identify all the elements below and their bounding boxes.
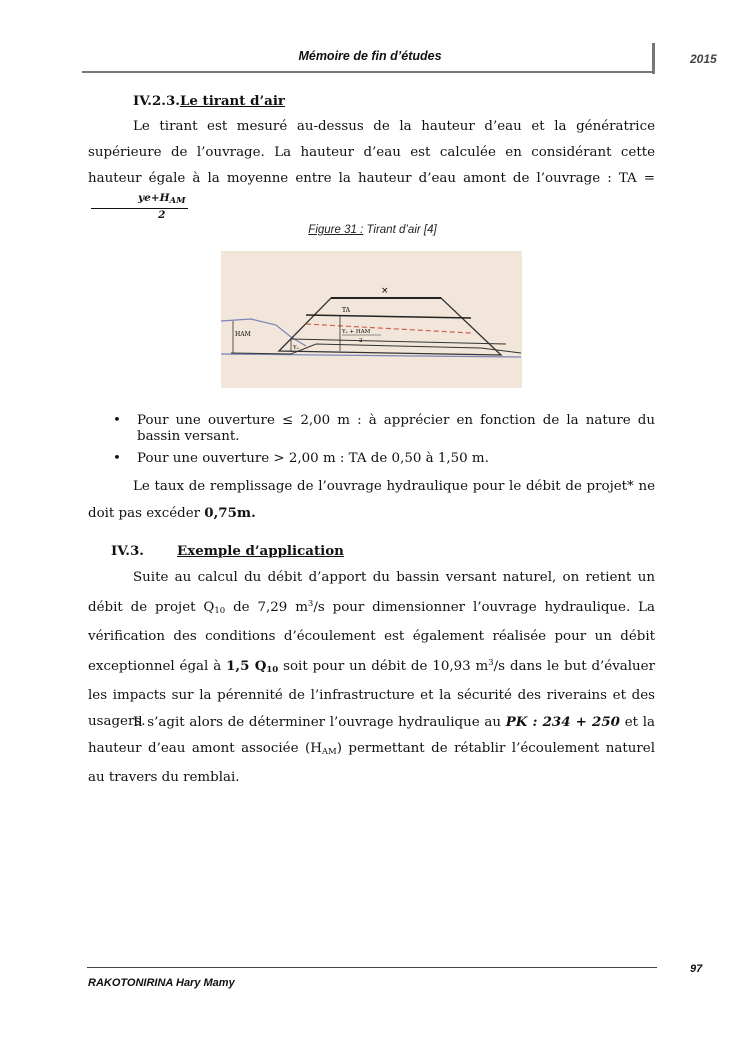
formula-ta: $\frac{ye+H_{AM}}{2}$ bbox=[91, 192, 188, 222]
paragraph-pk: Il s’agit alors de déterminer l’ouvrage hydraulique au PK : 234 + 250 et la hauteur d’eau amont associée $(H_{AM})$ permettant de rétablir l’écoulement naturel au travers du remblai. bbox=[88, 714, 656, 785]
paragraph-remplissage bbox=[88, 474, 655, 527]
figure-caption-label: Figure 31 : bbox=[308, 224, 364, 236]
header-rule bbox=[82, 71, 655, 73]
embankment-diagram bbox=[221, 251, 522, 388]
mean-water-level-line bbox=[306, 324, 471, 333]
max-fill-value: 0,75m. bbox=[204, 505, 256, 521]
figure-caption-text: Tirant d’air [4] bbox=[363, 224, 437, 236]
embankment-outline bbox=[279, 298, 501, 355]
label-x: × bbox=[381, 286, 389, 296]
label-mean-num: Yₑ + HAM bbox=[342, 329, 371, 335]
header-divider bbox=[652, 43, 655, 74]
figure-caption bbox=[0, 224, 745, 236]
footer-author: RAKOTONIRINA Hary Mamy bbox=[88, 977, 235, 989]
page-number: 97 bbox=[690, 963, 703, 975]
paragraph-tirant bbox=[88, 114, 655, 222]
list-item: • Pour une ouverture > 2,00 m : TA de 0,50 à 1,50 m. bbox=[113, 451, 655, 467]
pk-value: PK : 234 + 250 bbox=[505, 714, 620, 730]
paragraph-application: Suite au calcul du débit d’apport du bassin versant naturel, on retient un débit de projet $Q_{10}$ de 7,29 $m^3/s$ pour dimensionner l’ouvrage hydraulique. La vérification des conditions d’écoulement est également réalisée pour un débit exceptionnel égal à 1,5 $Q_{10}$ soit pour un débit de 10,93 $m^3/s$ dans le but d’évaluer les impacts sur la pérennité de l’infrastructure et la sécurité des riverains et des usagers. bbox=[88, 570, 656, 729]
figure-tirant-air bbox=[221, 251, 522, 388]
header-title: Mémoire de fin d’études bbox=[298, 49, 442, 63]
label-ye: Yₑ bbox=[293, 345, 299, 351]
bullet-list bbox=[113, 413, 655, 473]
paragraph-text: Le taux de remplissage de l’ouvrage hydraulique pour le débit de projet* ne doit pas excéder bbox=[88, 479, 655, 521]
section-title: Le tirant d’air bbox=[179, 93, 285, 109]
footer-rule bbox=[87, 967, 657, 968]
label-mean-den: 2 bbox=[359, 338, 363, 344]
section-number-43: IV.3. bbox=[111, 543, 144, 559]
paragraph-text: Le tirant est mesuré au-dessus de la hauteur d’eau et la génératrice supérieure de l’ouvrage. La hauteur d’eau est calculée en considérant cette hauteur égale à la moyenne entre la hauteur d’eau amont de l’ouvrage : TA = bbox=[88, 119, 655, 186]
label-ta: TA bbox=[342, 307, 351, 314]
label-ham: HAM bbox=[235, 331, 251, 338]
culvert-bottom bbox=[291, 339, 506, 344]
section-number: IV.2.3. bbox=[133, 93, 180, 109]
list-item: • Pour une ouverture ≤ 2,00 m : à apprécier en fonction de la nature du bassin versant. bbox=[113, 413, 655, 445]
culvert-top bbox=[306, 315, 471, 318]
section-heading-423 bbox=[133, 93, 285, 109]
upstream-water-line bbox=[221, 319, 306, 346]
header-year: 2015 bbox=[690, 52, 717, 66]
section-title-43: Exemple d’application bbox=[177, 543, 344, 559]
